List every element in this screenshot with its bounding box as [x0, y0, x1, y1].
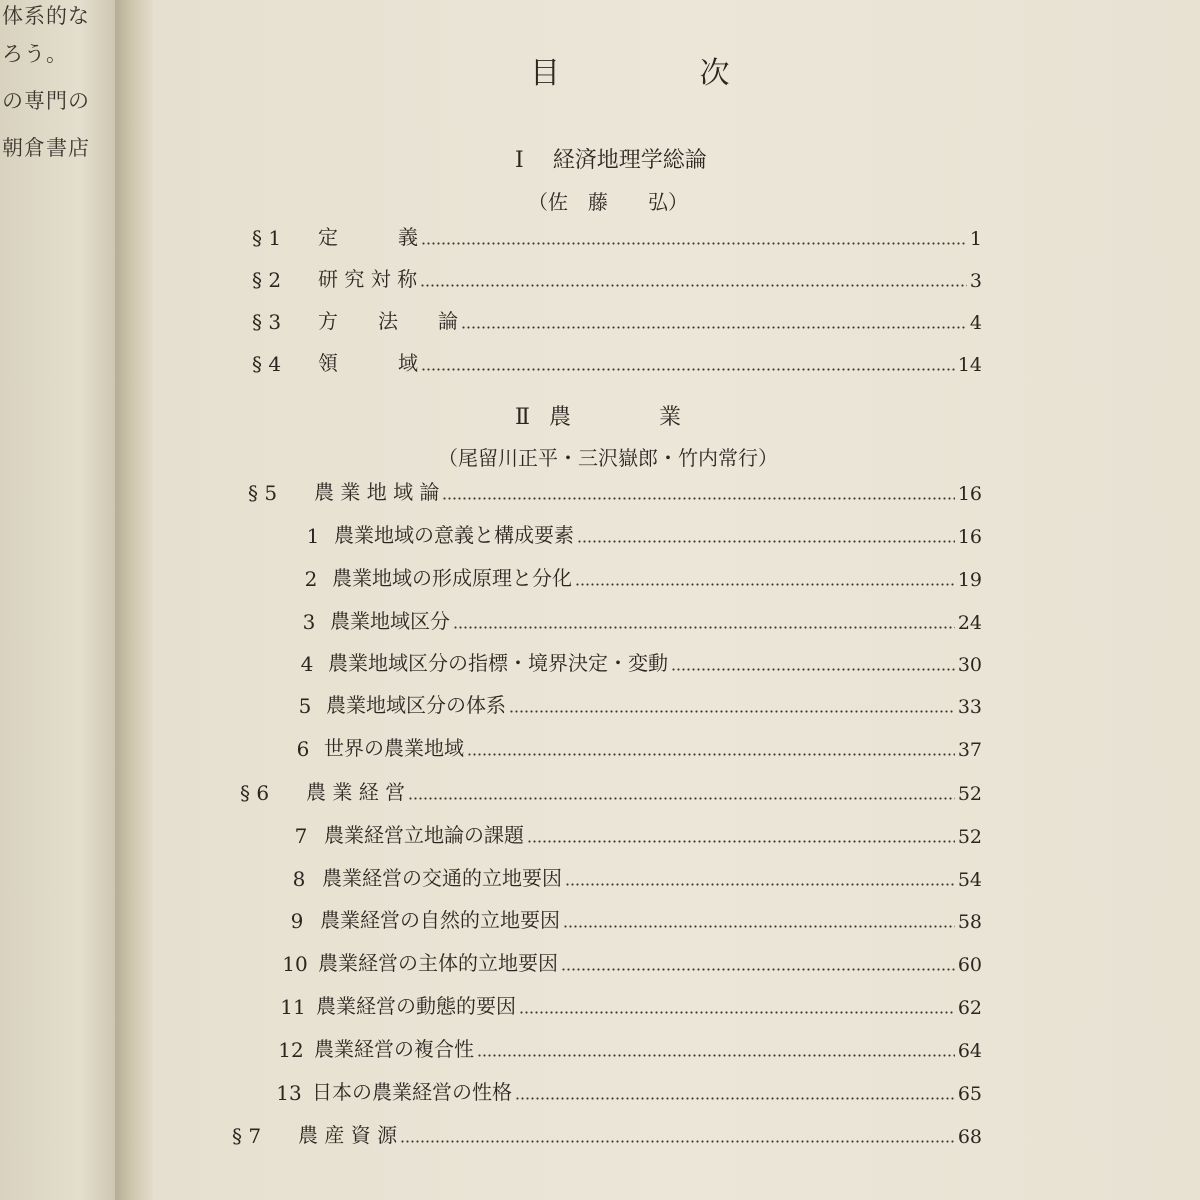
subsection-number: 12 — [278, 1038, 304, 1062]
dot-leader — [400, 1140, 955, 1143]
page-number: 68 — [957, 1126, 982, 1148]
page-number: 33 — [957, 696, 982, 718]
section-number: § 4 — [252, 352, 282, 376]
page-title — [530, 48, 730, 92]
dot-leader — [515, 1097, 955, 1100]
subsection-number: 8 — [292, 867, 306, 891]
dot-leader — [671, 668, 955, 671]
dot-leader — [575, 583, 955, 586]
toc-entry[interactable] — [232, 1118, 982, 1148]
toc-entry[interactable] — [286, 646, 982, 676]
book-gutter — [115, 0, 153, 1200]
page-number: 30 — [957, 654, 982, 676]
dot-leader — [421, 368, 955, 371]
entry-title: 農業経営の主体的立地要因 — [318, 951, 558, 975]
dot-leader — [467, 753, 955, 756]
toc-entry[interactable] — [274, 903, 982, 933]
title-char: 目 — [530, 56, 560, 91]
page-number: 62 — [957, 997, 982, 1019]
entry-title: 農業経営立地論の課題 — [324, 823, 524, 847]
dot-leader — [563, 925, 955, 928]
dot-leader — [461, 326, 967, 329]
section-number: § 1 — [252, 226, 282, 250]
dot-leader — [453, 626, 955, 629]
entry-title: 農業経営の複合性 — [314, 1037, 474, 1061]
left-page-text-line: 体系的な — [2, 4, 90, 28]
part-title: 農 業 — [548, 405, 681, 430]
entry-title: 農業経営の交通的立地要因 — [322, 866, 562, 890]
toc-entry[interactable] — [270, 989, 982, 1019]
page-number: 19 — [957, 569, 982, 591]
entry-title: 方 法 論 — [318, 309, 458, 333]
entry-title: 日本の農業経営の性格 — [312, 1080, 512, 1104]
entry-title: 農業経営の自然的立地要因 — [320, 908, 560, 932]
title-char: 次 — [699, 56, 730, 91]
entry-title: 農 業 経 営 — [306, 780, 406, 804]
toc-entry[interactable] — [288, 604, 982, 634]
toc-entry[interactable] — [292, 518, 982, 548]
left-page-text-line: 朝倉書店 — [2, 136, 90, 160]
page-number: 54 — [957, 869, 982, 891]
page-number: 65 — [957, 1083, 982, 1105]
entry-title: 農業地域の意義と構成要素 — [334, 523, 574, 547]
subsection-number: 3 — [302, 610, 316, 634]
part-authors: （尾留川正平・三沢嶽郎・竹内常行） — [438, 446, 778, 470]
toc-entry[interactable] — [240, 775, 982, 805]
page-number: 52 — [957, 826, 982, 848]
dot-leader — [442, 497, 954, 500]
entry-title: 農業経営の動態的要因 — [316, 994, 516, 1018]
subsection-number: 10 — [282, 952, 308, 976]
subsection-number: 2 — [304, 567, 318, 591]
section-number: § 3 — [252, 310, 282, 334]
page-number: 58 — [957, 911, 982, 933]
part-numeral: Ⅱ — [515, 405, 530, 430]
entry-title: 農業地域区分 — [330, 609, 450, 633]
page-number: 52 — [957, 783, 982, 805]
subsection-number: 11 — [280, 995, 306, 1019]
entry-title: 農業地域区分の体系 — [326, 693, 506, 717]
entry-title: 農 業 地 域 論 — [314, 480, 440, 504]
dot-leader — [408, 797, 955, 800]
toc-entry[interactable] — [290, 561, 982, 591]
entry-title: 農 産 資 源 — [298, 1123, 398, 1147]
toc-entry[interactable] — [278, 818, 982, 848]
dot-leader — [477, 1054, 955, 1057]
dot-leader — [509, 710, 955, 713]
subsection-number: 13 — [276, 1081, 302, 1105]
subsection-number: 9 — [290, 909, 304, 933]
dot-leader — [527, 840, 955, 843]
subsection-number: 7 — [294, 824, 308, 848]
part-title: 経済地理学総論 — [552, 148, 707, 173]
toc-entry[interactable] — [248, 475, 982, 505]
toc-entry[interactable] — [266, 1075, 982, 1105]
page-number: 4 — [969, 312, 982, 334]
subsection-number: 1 — [306, 524, 320, 548]
toc-entry[interactable] — [252, 220, 982, 250]
page-number: 60 — [957, 954, 982, 976]
dot-leader — [519, 1011, 955, 1014]
section-number: § 2 — [252, 268, 282, 292]
toc-entry[interactable] — [282, 731, 982, 761]
entry-title: 農業地域区分の指標・境界決定・変動 — [328, 651, 668, 675]
entry-title: 研 究 対 称 — [318, 267, 418, 291]
page-number: 16 — [957, 526, 982, 548]
dot-leader — [561, 968, 955, 971]
page-number: 3 — [969, 270, 982, 292]
part-authors: （佐 藤 弘） — [528, 190, 688, 214]
toc-entry[interactable] — [252, 304, 982, 334]
left-page-text-line: の専門の — [2, 89, 90, 113]
section-number: § 6 — [240, 781, 270, 805]
entry-title: 定 義 — [318, 225, 418, 249]
subsection-number: 5 — [298, 694, 312, 718]
toc-entry[interactable] — [252, 262, 982, 292]
page-number: 1 — [969, 228, 982, 250]
toc-entry[interactable] — [276, 861, 982, 891]
entry-title: 世界の農業地域 — [324, 736, 464, 760]
dot-leader — [565, 883, 955, 886]
entry-title: 領 域 — [318, 351, 418, 375]
toc-entry[interactable] — [284, 688, 982, 718]
toc-entry[interactable] — [272, 946, 982, 976]
page-number: 37 — [957, 739, 982, 761]
part-heading — [515, 143, 707, 174]
left-page — [0, 0, 115, 1200]
toc-entry[interactable] — [268, 1032, 982, 1062]
part-heading — [515, 400, 681, 431]
page-number: 14 — [957, 354, 982, 376]
page-number: 16 — [957, 483, 982, 505]
toc-entry[interactable] — [252, 346, 982, 376]
dot-leader — [421, 242, 967, 245]
dot-leader — [577, 540, 955, 543]
part-numeral: Ⅰ — [515, 148, 524, 173]
page-number: 64 — [957, 1040, 982, 1062]
subsection-number: 4 — [300, 652, 314, 676]
section-number: § 5 — [248, 481, 278, 505]
dot-leader — [420, 284, 967, 287]
page-number: 24 — [957, 612, 982, 634]
left-page-text-line: ろう。 — [2, 42, 68, 66]
section-number: § 7 — [232, 1124, 262, 1148]
right-page — [153, 0, 1200, 1200]
entry-title: 農業地域の形成原理と分化 — [332, 566, 572, 590]
subsection-number: 6 — [296, 737, 310, 761]
